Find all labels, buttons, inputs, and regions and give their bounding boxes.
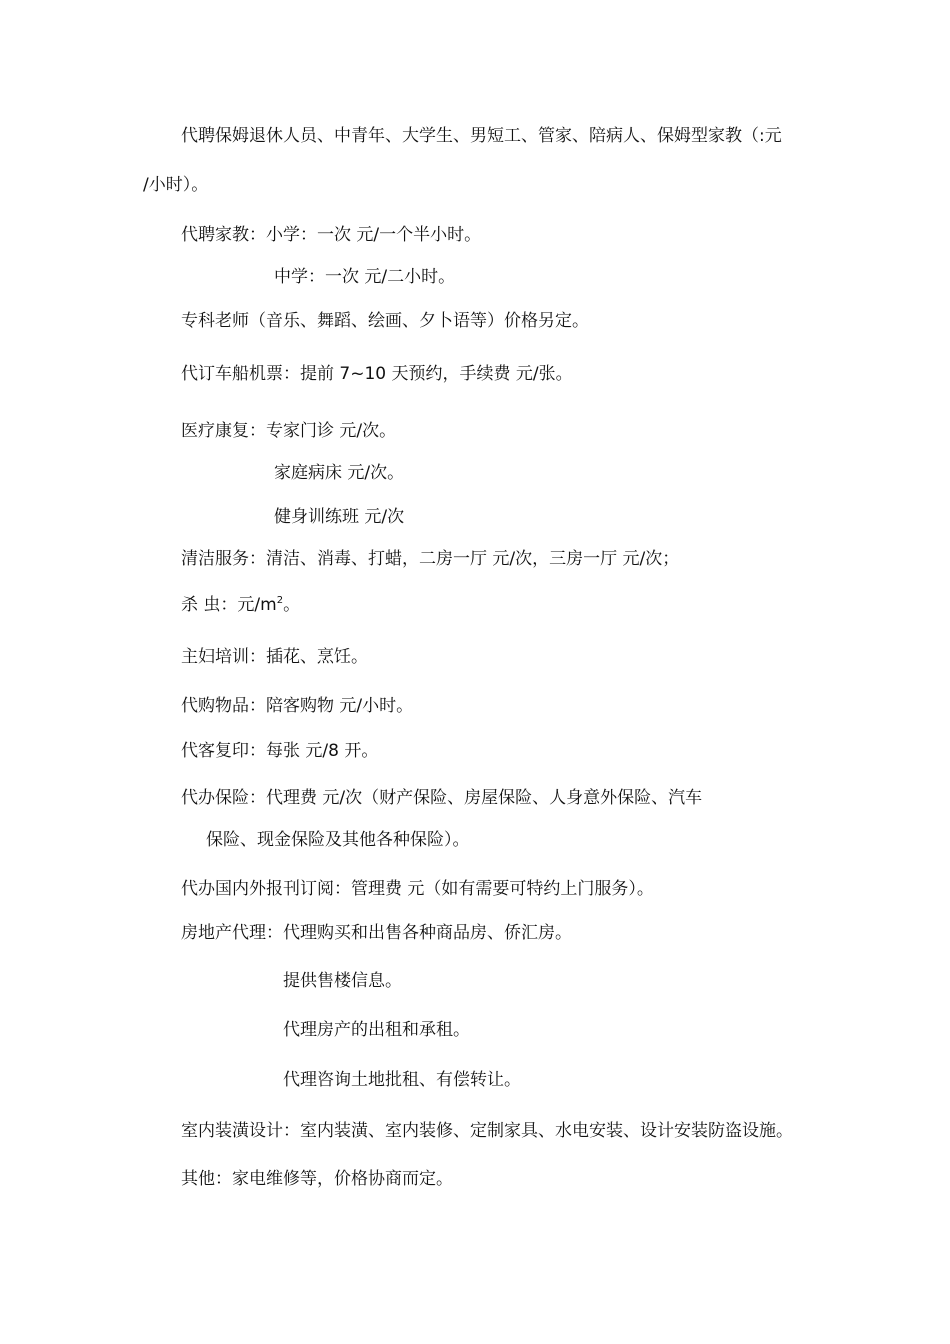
line-housewife-training: 主妇培训：插花、烹饪。 bbox=[181, 647, 368, 667]
line-nanny-recruitment-cont: /小时）。 bbox=[143, 175, 209, 195]
line-photocopy: 代客复印：每张 元/8 开。 bbox=[181, 741, 379, 761]
line-ticket-booking: 代订车船机票：提前 7~10 天预约，手续费 元/张。 bbox=[181, 364, 573, 384]
line-medical-fitness: 健身训练班 元/次 bbox=[274, 507, 405, 527]
line-real-estate-rental: 代理房产的出租和承租。 bbox=[283, 1020, 470, 1040]
line-tutor-primary: 代聘家教：小学：一次 元/一个半小时。 bbox=[181, 225, 482, 245]
line-medical-expert: 医疗康复：专家门诊 元/次。 bbox=[181, 421, 397, 441]
line-cleaning-service: 清洁服务：清洁、消毒、打蜡，二房一厅 元/次，三房一厅 元/次； bbox=[181, 549, 680, 569]
line-insurance-cont: 保险、现金保险及其他各种保险）。 bbox=[206, 830, 470, 850]
line-real-estate-info: 提供售楼信息。 bbox=[283, 971, 402, 991]
line-insurance: 代办保险：代理费 元/次（财产保险、房屋保险、人身意外保险、汽车 bbox=[181, 788, 703, 808]
line-shopping: 代购物品：陪客购物 元/小时。 bbox=[181, 696, 414, 716]
line-pest-control bbox=[181, 595, 300, 615]
line-nanny-recruitment: 代聘保姆退休人员、中青年、大学生、男短工、管家、陪病人、保姆型家教（:元 bbox=[181, 126, 782, 146]
line-other: 其他：家电维修等，价格协商而定。 bbox=[181, 1169, 453, 1189]
line-tutor-middle: 中学：一次 元/二小时。 bbox=[274, 267, 456, 287]
line-real-estate: 房地产代理：代理购买和出售各种商品房、侨汇房。 bbox=[181, 923, 572, 943]
line-interior-design: 室内装潢设计：室内装潢、室内装修、定制家具、水电安装、设计安装防盗设施。 bbox=[181, 1121, 793, 1141]
pest-control-period: 。 bbox=[283, 595, 301, 615]
line-specialist-teacher: 专科老师（音乐、舞蹈、绘画、夕卜语等）价格另定。 bbox=[181, 311, 589, 331]
line-newspaper-subscription: 代办国内外报刊订阅：管理费 元（如有需要可特约上门服务）。 bbox=[181, 879, 654, 899]
line-real-estate-land: 代理咨询土地批租、有偿转让。 bbox=[283, 1070, 521, 1090]
superscript-2: 2 bbox=[276, 595, 284, 606]
pest-control-text: 杀 虫：元/m bbox=[181, 595, 277, 615]
line-medical-homebed: 家庭病床 元/次。 bbox=[274, 463, 405, 483]
